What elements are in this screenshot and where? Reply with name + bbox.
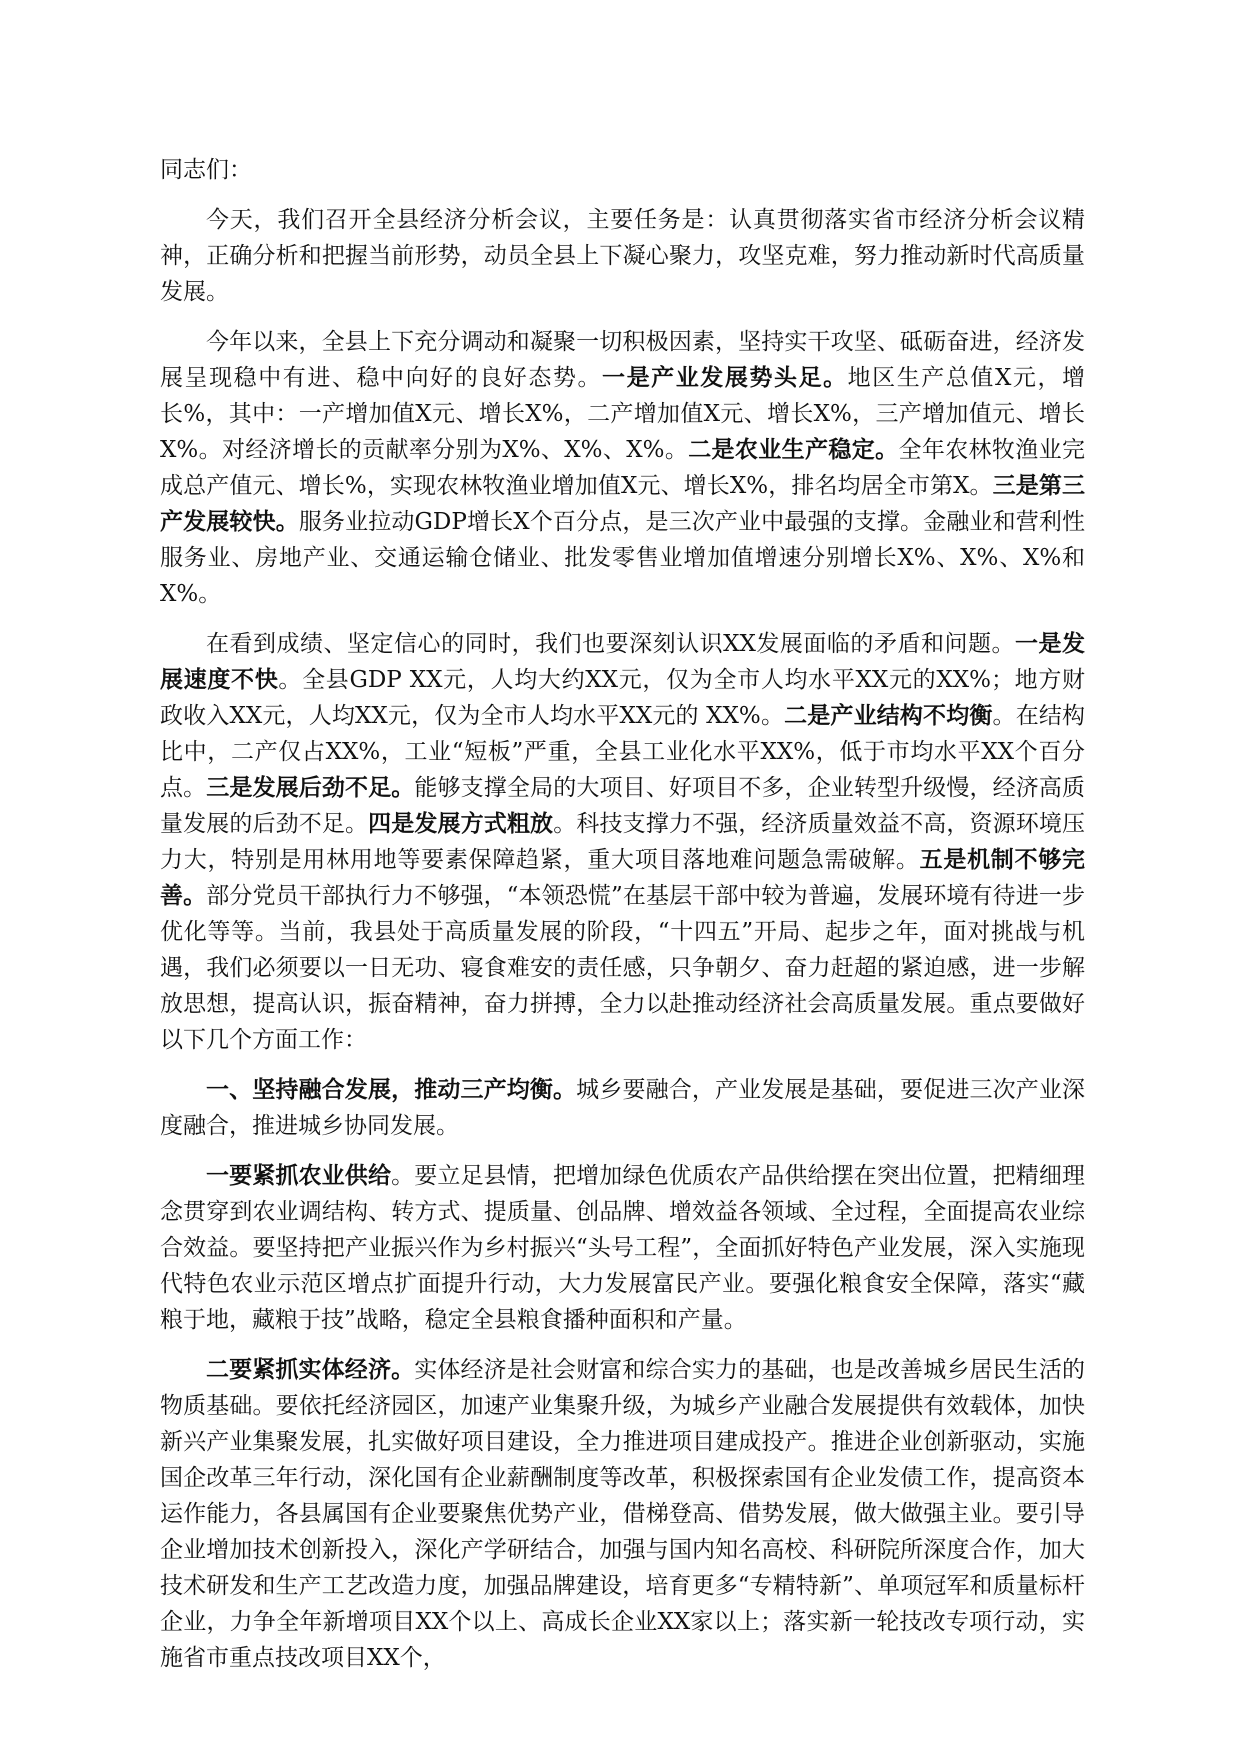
bold-heading: 二要紧抓实体经济。 — [206, 1356, 415, 1383]
text-segment: 部分党员干部执行力不够强，“本领恐慌”在基层干部中较为普遍，发展环境有待进一步优化等等。当前，我县处于高质量发展的阶段，“十四五”开局、起步之年，面对挑战与机遇，我们必须要以一日无功、寝食难安的责任感，只争朝夕、奋力赶超的紧迫感，进一步解放思想，提高认识，振奋精神，奋力拼搏，全力以赴推动经济社会高质量发展。重点要做好以下几个方面工作： — [160, 883, 1085, 1053]
text-segment: 在看到成绩、坚定信心的同时，我们也要深刻认识XX发展面临的矛盾和问题。 — [206, 631, 1015, 657]
text-segment: 。要立足县情，把增加绿色优质农产品供给摆在突出位置，把精细理念贯穿到农业调结构、转方式、提质量、创品牌、增效益各领域、全过程，全面提高农业综合效益。要坚持把产业振兴作为乡村振兴“头号工程”，全面抓好特色产业发展，深入实施现代特色农业示范区增点扩面提升行动，大力发展富民产业。要强化粮食安全保障，落实“藏粮于地，藏粮于技”战略，稳定全县粮食播种面积和产量。 — [160, 1163, 1086, 1333]
paragraph-agriculture — [160, 1158, 1085, 1338]
text-segment: 城乡要融合，产业发展是基础，要促进三次产业深度融合，推进城乡协同发展。 — [160, 1077, 1086, 1139]
text-segment: 。全县GDP XX元，人均大约XX元，仅为全市人均水平XX元的XX%；地方财政收入XX元，人均XX元，仅为全市人均水平XX元的 XX%。 — [160, 667, 1085, 729]
bold-heading: 一是发展速度不快 — [160, 630, 1085, 693]
bold-heading: 三是第三产发展较快。 — [160, 472, 1085, 535]
paragraph-section-one — [160, 1072, 1085, 1144]
bold-heading: 二是农业生产稳定。 — [688, 436, 899, 463]
paragraph-achievements — [160, 324, 1085, 612]
text-segment: 全年农林牧渔业完成总产值元、增长%，实现农林牧渔业增加值X元、增长X%，排名均居全市第X。 — [160, 437, 1086, 499]
bold-heading: 一要紧抓农业供给 — [206, 1162, 392, 1189]
text-segment: 今天，我们召开全县经济分析会议，主要任务是：认真贯彻落实省市经济分析会议精神，正确分析和把握当前形势，动员全县上下凝心聚力，攻坚克难，努力推动新时代高质量发展。 — [160, 207, 1085, 305]
text-segment: 实体经济是社会财富和综合实力的基础，也是改善城乡居民生活的物质基础。要依托经济园区，加速产业集聚升级，为城乡产业融合发展提供有效载体，加快新兴产业集聚发展，扎实做好项目建设，全力推进项目建成投产。推进企业创新驱动，实施国企改革三年行动，深化国有企业薪酬制度等改革，积极探索国有企业发债工作，提高资本运作能力，各县属国有企业要聚焦优势产业，借梯登高、借势发展，做大做强主业。要引导企业增加技术创新投入，深化产学研结合，加强与国内知名高校、科研院所深度合作，加大技术研发和生产工艺改造力度，加强品牌建设，培育更多“专精特新”、单项冠军和质量标杆企业，力争全年新增项目XX个以上、高成长企业XX家以上；落实新一轮技改专项行动，实施省市重点技改项目XX个， — [160, 1357, 1086, 1671]
bold-heading: 四是发展方式粗放 — [368, 810, 554, 837]
text-segment: 。在结构比中，二产仅占XX%，工业“短板”严重，全县工业化水平XX%，低于市均水平XX个百分点。 — [160, 703, 1086, 801]
section-heading: 一、坚持融合发展，推动三产均衡。 — [206, 1076, 577, 1103]
text-segment: 服务业拉动GDP增长X个百分点，是三次产业中最强的支撑。金融业和营利性服务业、房地产业、交通运输仓储业、批发零售业增加值增速分别增长X%、X%、X%和X%。 — [160, 509, 1085, 607]
bold-heading: 二是产业结构不均衡 — [784, 702, 993, 729]
bold-heading: 三是发展后劲不足。 — [206, 774, 415, 801]
salutation: 同志们： — [160, 157, 252, 183]
text-segment: 今年以来，全县上下充分调动和凝聚一切积极因素，坚持实干攻坚、砥砺奋进，经济发展呈现稳中有进、稳中向好的良好态势。 — [160, 329, 1085, 391]
paragraph-real-economy — [160, 1352, 1085, 1676]
paragraph-opening — [160, 202, 1085, 310]
bold-heading: 五是机制不够完善。 — [160, 846, 1086, 909]
text-segment: 能够支撑全局的大项目、好项目不多，企业转型升级慢，经济高质量发展的后劲不足。 — [160, 775, 1086, 837]
text-segment: 。科技支撑力不强，经济质量效益不高，资源环境压力大，特别是用林用地等要素保障趋紧，重大项目落地难问题急需破解。 — [160, 811, 1086, 873]
paragraph-problems — [160, 626, 1085, 1058]
text-segment: 地区生产总值X元，增长%，其中：一产增加值X元、增长X%，二产增加值X元、增长X%，三产增加值元、增长X%。对经济增长的贡献率分别为X%、X%、X%。 — [160, 365, 1086, 463]
bold-heading: 一是产业发展势头足。 — [602, 364, 848, 391]
